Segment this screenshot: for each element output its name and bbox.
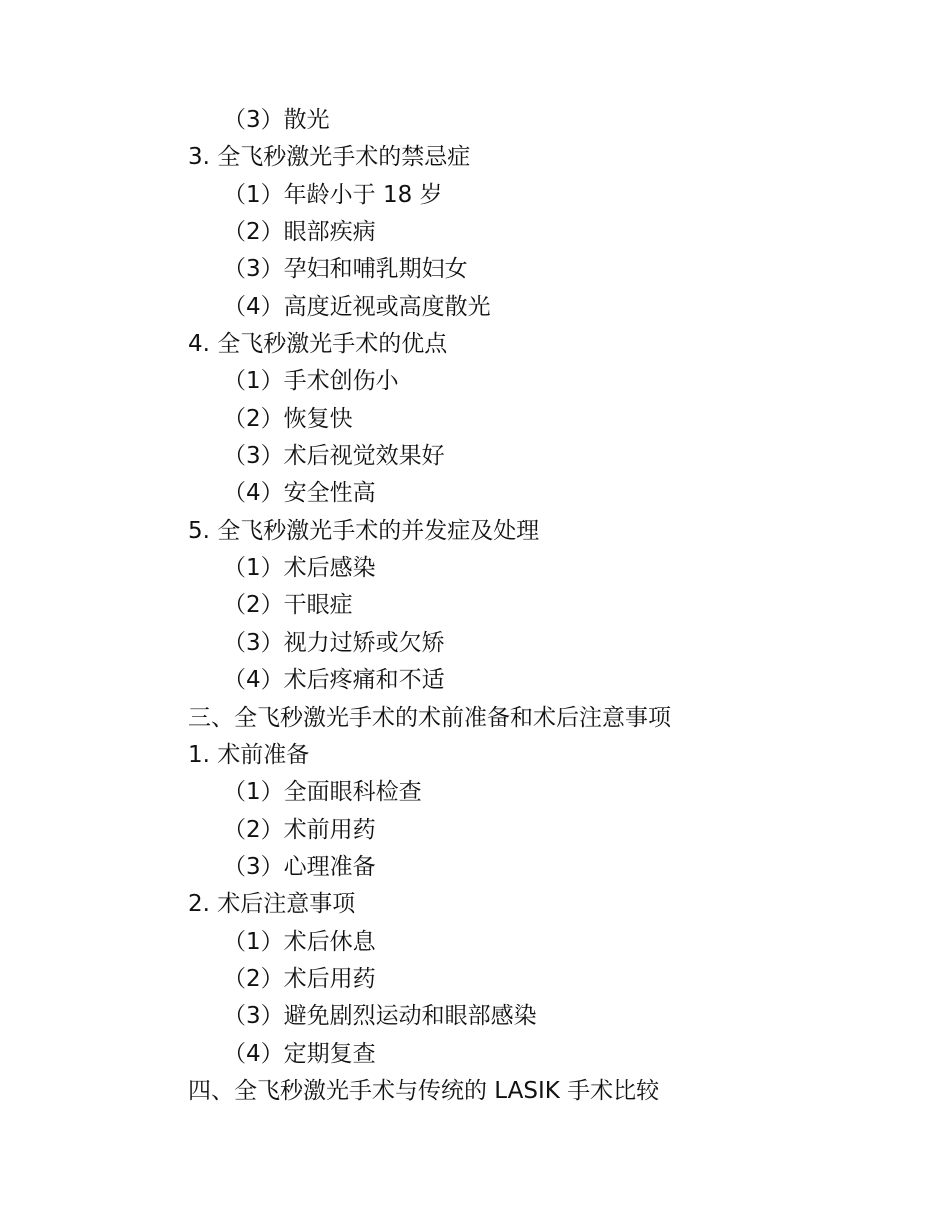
outline-item: （4）安全性高	[223, 480, 376, 507]
outline-heading: 2. 术后注意事项	[188, 891, 356, 918]
outline-item: （1）术后休息	[223, 928, 376, 955]
outline-item: （1）全面眼科检查	[223, 779, 422, 806]
outline-item: （4）定期复查	[223, 1040, 376, 1067]
outline-item: （1）年龄小于 18 岁	[223, 181, 443, 208]
outline-item: （2）眼部疾病	[223, 219, 376, 246]
section-heading: 三、全飞秒激光手术的术前准备和术后注意事项	[188, 704, 671, 731]
outline-heading: 1. 术前准备	[188, 741, 310, 768]
outline-list	[188, 102, 888, 1110]
outline-heading: 4. 全飞秒激光手术的优点	[188, 331, 448, 358]
outline-item: （3）散光	[223, 107, 330, 133]
outline-item: （4）高度近视或高度散光	[223, 293, 491, 320]
section-heading: 四、全飞秒激光手术与传统的 LASIK 手术比较	[188, 1077, 660, 1104]
outline-item: （3）术后视觉效果好	[223, 443, 445, 470]
outline-item: （2）术后用药	[223, 965, 376, 992]
outline-item: （2）恢复快	[223, 405, 353, 432]
outline-heading: 3. 全飞秒激光手术的禁忌症	[188, 144, 471, 171]
outline-item: （3）心理准备	[223, 853, 376, 880]
outline-item: （3）孕妇和哺乳期妇女	[223, 256, 468, 283]
outline-heading: 5. 全飞秒激光手术的并发症及处理	[188, 517, 540, 544]
outline-item: （2）术前用药	[223, 816, 376, 843]
outline-item: （3）避免剧烈运动和眼部感染	[223, 1003, 537, 1030]
outline-item: （2）干眼症	[223, 592, 353, 619]
outline-item: （3）视力过矫或欠矫	[223, 629, 445, 656]
outline-item: （1）手术创伤小	[223, 368, 399, 395]
outline-item: （4）术后疼痛和不适	[223, 667, 445, 694]
outline-item: （1）术后感染	[223, 555, 376, 582]
